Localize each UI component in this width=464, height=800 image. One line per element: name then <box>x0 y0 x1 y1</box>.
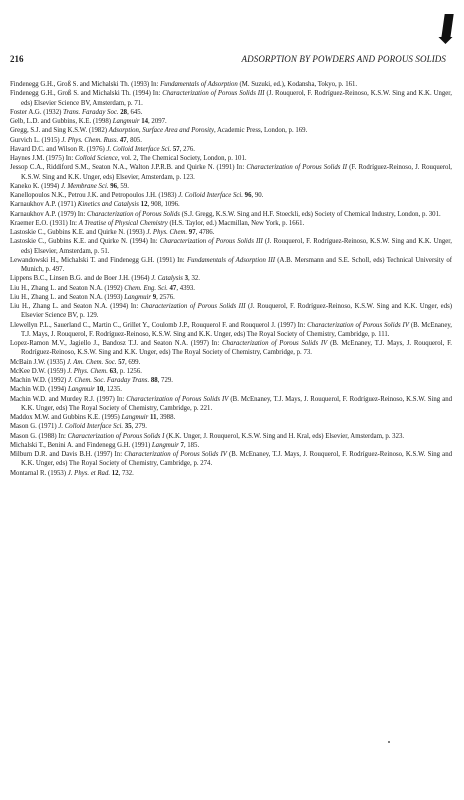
reference-text: Lastoskie C., Gubbins K.E. and Quirke N. (1993) <box>10 229 147 236</box>
reference-entry <box>10 395 452 414</box>
reference-entry <box>10 228 452 237</box>
reference-title: A Treatise of Physical Chemistry <box>78 219 168 227</box>
reference-title: J. Phys. et Rad. <box>67 469 111 477</box>
reference-text: , 185. <box>183 441 200 449</box>
reference-text: , 4393. <box>176 284 196 292</box>
reference-text: , 699. <box>124 358 141 366</box>
reference-entry <box>10 237 452 256</box>
reference-entry <box>10 191 452 200</box>
reference-title: J. Phys. Chem. <box>67 367 108 375</box>
reference-title: Kinetics and Catalysis <box>77 201 139 209</box>
reference-title: Characterization of Porous Solids IV <box>307 321 409 329</box>
reference-title: Langmuir <box>124 293 152 301</box>
reference-title: Characterization of Porous Solids III <box>140 303 246 310</box>
reference-title: Langmuir <box>121 414 149 421</box>
reference-title: Fundamentals of Adsorption <box>160 81 238 88</box>
reference-text: Havard D.C. and Wilson R. (1976) <box>10 145 107 153</box>
reference-list <box>10 80 452 478</box>
reference-text: Lastoskie C., Gubbins K.E. and Quirke N. (1994) In: <box>10 238 160 246</box>
reference-text: (B. McEnaney, T.J. Mays, J. Rouquerol, F. Rodríguez-Reinoso, K.S.W. Sing and K.K. Unger, eds) The Royal Society of Chemistry, Cambridge, p. 111. <box>21 321 453 338</box>
reference-volume: 63 <box>109 367 117 375</box>
reference-text: , 645. <box>127 108 143 116</box>
reference-text: (M. Suzuki, ed.), Kodansha, Tokyo, p. 161. <box>237 81 358 88</box>
reference-text: Michalski T., Benini A. and Findenegg G.H. (1991) <box>10 441 152 449</box>
reference-text: Kraemer E.O. (1931) In: <box>10 219 79 227</box>
reference-text: (A.B. Mersmann and S.E. Scholl, eds) Technical University of Munich, p. 497. <box>21 256 452 273</box>
reference-volume: 96 <box>110 182 118 190</box>
reference-volume: 11 <box>150 414 157 421</box>
reference-entry <box>10 376 452 385</box>
reference-text: (J. Rouquerol, F. Rodríguez-Reinoso, K.S.W. Sing and K.K. Unger, eds) Elsevier Science BV, p. 129. <box>21 303 453 320</box>
reference-title: Colloid Science <box>74 155 118 162</box>
reference-text: , 2576. <box>156 293 175 301</box>
reference-text: Karnaukhov A.P. (1971) <box>10 201 78 209</box>
reference-entry <box>10 80 452 89</box>
reference-volume: 9 <box>152 293 157 301</box>
reference-text: (K.K. Unger, J. Rouquerol, K.S.W. Sing and H. Kral, eds) Elsevier, Amsterdam, p. 323. <box>164 432 405 440</box>
reference-text: Kanellopoulos N.K., Petrou J.K. and Petropoulos J.H. (1983) <box>10 192 179 199</box>
reference-entry <box>10 182 452 191</box>
reference-text: , 3988. <box>156 414 176 421</box>
reference-text: (H.S. Taylor, ed.) Macmillan, New York, p. 1661. <box>167 219 305 227</box>
reference-text: Maddox M.W. and Gubbins K.E. (1995) <box>10 414 122 421</box>
reference-entry <box>10 367 452 376</box>
reference-text: Lippens B.C., Linsen B.G. and de Boer J.H. (1964) <box>10 275 152 283</box>
page-corner-mark <box>441 14 453 38</box>
reference-text: Foster A.G. (1932) <box>10 108 64 116</box>
reference-title: Characterization of Porous Solids <box>87 210 180 218</box>
reference-title: Chem. Eng. Sci. <box>124 284 168 292</box>
reference-entry <box>10 117 452 126</box>
reference-text: (S.J. Gregg, K.S.W. Sing and H.F. Stoeckli, eds) Society of Chemical Industry, London, p. 301. <box>179 210 441 218</box>
reference-text: , 729. <box>157 377 173 384</box>
reference-text: Jessop C.A., Riddiford S.M., Seaton N.A., Walton J.P.R.B. and Quirke N. (1991) In: <box>10 164 247 172</box>
reference-volume: 47 <box>119 136 127 144</box>
reference-text: (J. Rouquerol, F. Rodríguez-Reinoso, K.S.W. Sing and K.K. Unger, eds) Elsevier Science BV, Amsterdam, p. 71. <box>21 90 452 107</box>
reference-text: (B. McEnaney, T.J. Mays, J. Rouquerol, F. Rodríguez-Reinoso, K.S.W. Sing and K.K. Unger, eds) The Royal Society of Chemistry, Cambridge, p. 221. <box>21 395 453 412</box>
reference-text: Mason G. (1988) In: <box>10 432 68 440</box>
reference-entry <box>10 200 452 209</box>
reference-entry <box>10 293 452 302</box>
reference-entry <box>10 145 452 154</box>
reference-volume: 12 <box>111 469 119 477</box>
reference-text: , p. 1256. <box>116 367 142 375</box>
reference-text: Gurvich L. (1915) <box>10 136 62 144</box>
reference-entry <box>10 89 452 108</box>
reference-entry <box>10 154 452 163</box>
reference-title: J. Colloid Interface Sci. <box>178 192 243 199</box>
reference-volume: 88 <box>150 377 158 384</box>
reference-text: Findenegg G.H., Groß S. and Michalski Th. (1993) In: <box>10 81 161 88</box>
reference-entry <box>10 108 452 117</box>
reference-text: , 732. <box>118 469 134 477</box>
reference-entry <box>10 219 452 228</box>
reference-title: Langmuir <box>112 118 140 125</box>
reference-entry <box>10 210 452 219</box>
reference-entry <box>10 274 452 283</box>
reference-entry <box>10 469 452 478</box>
reference-title: J. Chem. Soc. Faraday Trans. <box>67 377 150 384</box>
page-number: 216 <box>10 54 24 64</box>
reference-volume: 97 <box>188 229 196 236</box>
reference-text: Mason G. (1971) <box>10 423 59 431</box>
page-header <box>10 52 446 66</box>
reference-entry <box>10 321 452 340</box>
reference-text: , vol. 2, The Chemical Society, London, p. 101. <box>117 155 247 162</box>
reference-text: , 279. <box>131 423 147 431</box>
reference-text: , 276. <box>179 145 195 153</box>
reference-title: Langmuir <box>67 386 95 394</box>
reference-text: , 4786. <box>195 229 215 236</box>
reference-text: (B. McEnaney, T.J. Mays, J. Rouquerol, F. Rodríguez-Reinoso, K.S.W. Sing and K.K. Unger, eds) The Royal Society of Chemistry, Cambridge, p. 73. <box>21 340 453 357</box>
reference-title: Characterization of Porous Solids III <box>159 238 263 246</box>
reference-title: Langmuir <box>151 441 179 449</box>
reference-text: Machin W.D. (1994) <box>10 386 68 394</box>
reference-text: Kaneko K. (1994) <box>10 182 61 190</box>
reference-volume: 10 <box>96 386 104 394</box>
reference-volume: 57 <box>118 358 125 366</box>
reference-text: Gelb, L.D. and Gubbins, K.E. (1998) <box>10 118 113 125</box>
reference-title: Adsorption, Surface Area and Porosity <box>108 127 214 135</box>
reference-text: , 1235. <box>103 386 122 394</box>
reference-entry <box>10 413 452 422</box>
reference-title: Characterization of Porous Solids II <box>246 164 348 172</box>
reference-volume: 12 <box>140 201 148 209</box>
reference-entry <box>10 256 452 275</box>
reference-text: Montarnal R. (1953) <box>10 469 68 477</box>
reference-volume: 3 <box>184 275 189 283</box>
reference-text: Liu H., Zhang L. and Seaton N.A. (1993) <box>10 293 125 301</box>
running-title: ADSORPTION BY POWDERS AND POROUS SOLIDS <box>241 54 446 64</box>
reference-entry <box>10 284 452 293</box>
reference-title: J. Catalysis <box>151 275 183 283</box>
reference-entry <box>10 422 452 431</box>
reference-text: Liu H., Zhang L. and Seaton N.A. (1994) In: <box>10 303 141 310</box>
reference-title: Trans. Faraday Soc. <box>63 108 119 116</box>
reference-text: Haynes J.M. (1975) In: <box>10 155 75 162</box>
reference-text: Liu H., Zhang L. and Seaton N.A. (1992) <box>10 284 125 292</box>
reference-volume: 7 <box>180 441 184 449</box>
reference-entry <box>10 385 452 394</box>
reference-title: J. Membrane Sci. <box>60 182 109 190</box>
reference-text: Lopez-Ramon M.V., Jagiello J., Bandosz T.J. and Seaton N.A. (1997) In: <box>10 340 223 347</box>
reference-entry <box>10 450 452 469</box>
reference-text: , Academic Press, London, p. 169. <box>213 127 308 135</box>
reference-volume: 28 <box>120 108 128 116</box>
print-speck <box>388 741 390 743</box>
reference-entry <box>10 163 452 182</box>
reference-text: (F. Rodríguez-Reinoso, J. Rouquerol, K.S.W. Sing and K.K. Unger, eds) Elsevier, Amsterdam, p. 123. <box>21 164 452 181</box>
reference-text: , 2097. <box>148 118 167 125</box>
reference-title: J. Am. Chem. Soc. <box>66 358 117 366</box>
reference-text: Milburn D.R. and Davis B.H. (1997) In: <box>10 451 125 458</box>
reference-text: Llewellyn P.L., Sauerland C., Martin C., Grillet Y., Coulomb J.P., Rouquerol F. and Rouquerol J. (1997) In: <box>10 321 308 329</box>
reference-volume: 35 <box>124 423 132 431</box>
reference-text: (B. McEnaney, T.J. Mays, J. Rouquerol, F. Rodríguez-Reinoso, K.S.W. Sing and K.K. Unger, eds) The Royal Society of Chemistry, Cambridge, p. 274. <box>21 451 452 468</box>
reference-entry <box>10 358 452 367</box>
reference-text: Machin W.D. (1992) <box>10 377 68 384</box>
reference-text: McKee D.W. (1959) <box>10 367 68 375</box>
reference-entry <box>10 339 452 358</box>
reference-entry <box>10 126 452 135</box>
reference-text: Gregg, S.J. and Sing K.S.W. (1982) <box>10 127 109 135</box>
reference-text: Lewandowski H., Michalski T. and Findenegg G.H. (1991) In: <box>10 256 187 264</box>
reference-text: , 805. <box>126 136 142 144</box>
reference-title: Characterization of Porous Solids IV <box>126 395 229 403</box>
reference-entry <box>10 136 452 145</box>
reference-title: J. Phys. Chem. Russ. <box>61 136 119 144</box>
reference-text: Findenegg G.H., Groß S. and Michalski Th. (1994) In: <box>10 90 163 98</box>
reference-title: Characterization of Porous Solids III <box>162 90 265 98</box>
reference-text: , 908, 1096. <box>147 201 180 209</box>
reference-text: Karnaukhov A.P. (1979) In: <box>10 210 88 218</box>
reference-entry <box>10 432 452 441</box>
reference-volume: 14 <box>141 118 149 125</box>
reference-title: Characterization of Porous Solids IV <box>124 451 227 458</box>
reference-text: , 32. <box>188 275 200 283</box>
reference-volume: 96 <box>244 192 252 199</box>
reference-volume: 47 <box>169 284 177 292</box>
reference-text: (J. Rouquerol, F. Rodríguez-Reinoso, K.S.W. Sing and K.K. Unger, eds) Elsevier, Amsterdam, p. 51. <box>21 238 452 255</box>
reference-text: McBain J.W. (1935) <box>10 358 67 366</box>
reference-text: , 90. <box>251 192 264 199</box>
reference-title: J. Colloid Interface Sci. <box>106 145 172 153</box>
reference-volume: 57 <box>172 145 180 153</box>
reference-title: J. Phys. Chem. <box>146 229 188 236</box>
reference-title: J. Colloid Interface Sci. <box>58 423 124 431</box>
reference-title: Characterization of Porous Solids I <box>67 432 165 440</box>
reference-text: , 59. <box>117 182 129 190</box>
reference-text: Machin W.D. and Murdey R.J. (1997) In: <box>10 395 127 403</box>
reference-entry <box>10 441 452 450</box>
reference-entry <box>10 302 452 321</box>
reference-title: Characterization of Porous Solids IV <box>222 340 328 347</box>
reference-title: Fundamentals of Adsorption III <box>187 256 275 264</box>
